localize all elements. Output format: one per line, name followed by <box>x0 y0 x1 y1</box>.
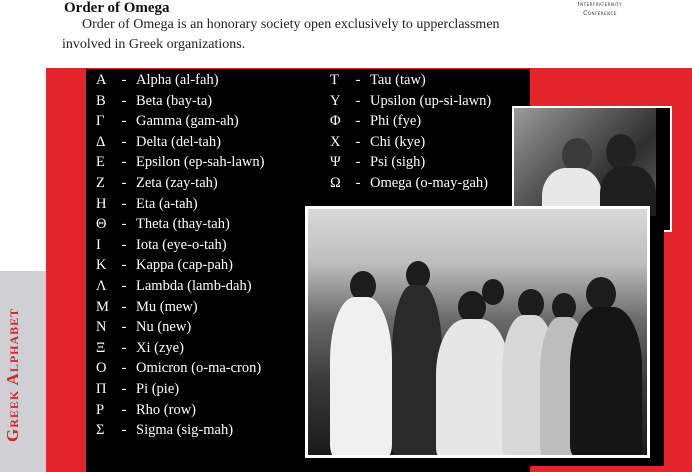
greek-letter-name: Alpha (al-fah) <box>136 72 219 88</box>
greek-letter-symbol: Θ <box>96 216 107 233</box>
greek-letter-name: Theta (thay-tah) <box>136 216 230 233</box>
greek-letter-row <box>96 216 264 237</box>
greek-letter-symbol: Π <box>96 380 107 397</box>
separator-dash: - <box>355 113 361 130</box>
greek-letter-row <box>96 422 264 443</box>
greek-letter-name: Iota (eye-o-tah) <box>136 236 227 253</box>
separator-dash: - <box>355 174 361 191</box>
greek-letter-name: Zeta (zay-tah) <box>136 174 218 191</box>
intro-text: Order of Omega is an honorary society open exclusively to upperclassmen involved in Greek organizations. <box>62 17 500 52</box>
greek-letter-symbol: Ε <box>96 154 105 171</box>
separator-dash: - <box>121 380 127 397</box>
greek-letter-name: Gamma (gam-ah) <box>136 113 239 130</box>
greek-letter-name: Psi (sigh) <box>370 154 426 171</box>
greek-letter-row <box>96 237 264 258</box>
greek-letter-name: Kappa (cap-pah) <box>136 257 234 274</box>
greek-letter-symbol: Ξ <box>96 339 106 356</box>
greek-letter-row <box>96 402 264 423</box>
separator-dash: - <box>121 236 127 253</box>
separator-dash: - <box>121 195 127 212</box>
greek-letter-name: Xi (zye) <box>136 339 184 356</box>
greek-letter-name: Beta (bay-ta) <box>136 92 213 109</box>
separator-dash: - <box>121 72 127 88</box>
greek-letter-symbol: Ι <box>96 236 101 253</box>
greek-letter-name: Nu (new) <box>136 319 192 336</box>
separator-dash: - <box>355 154 361 171</box>
separator-dash: - <box>121 360 127 377</box>
greek-letter-row <box>96 72 264 93</box>
section-heading: Order of Omega <box>64 0 170 16</box>
separator-dash: - <box>121 174 127 191</box>
greek-letter-name: Tau (taw) <box>370 72 426 88</box>
side-label-greek-alphabet: Greek Alphabet <box>3 307 22 442</box>
separator-dash: - <box>355 72 361 88</box>
greek-letter-name: Epsilon (ep-sah-lawn) <box>136 154 265 171</box>
greek-letter-symbol: Λ <box>96 277 107 294</box>
greek-letter-name: Pi (pie) <box>136 380 180 397</box>
greek-letter-row <box>96 175 264 196</box>
greek-letter-symbol: Η <box>96 195 107 212</box>
greek-letter-symbol: Ψ <box>330 154 341 171</box>
greek-letter-name: Mu (mew) <box>136 298 198 315</box>
separator-dash: - <box>355 92 361 109</box>
greek-letter-symbol: Τ <box>330 72 339 88</box>
greek-letter-symbol: Ω <box>330 174 341 191</box>
separator-dash: - <box>121 298 127 315</box>
greek-letter-symbol: Φ <box>330 113 341 130</box>
logo-line-2: Conference <box>583 10 617 17</box>
greek-letter-row <box>96 134 264 155</box>
greek-letter-row <box>96 196 264 217</box>
separator-dash: - <box>121 113 127 130</box>
greek-letter-name: Upsilon (up-si-lawn) <box>370 92 492 109</box>
greek-letter-row <box>96 381 264 402</box>
greek-letter-symbol: Σ <box>96 422 105 439</box>
greek-letter-row <box>330 154 491 175</box>
greek-letter-name: Eta (a-tah) <box>136 195 198 212</box>
greek-letter-row <box>330 134 491 155</box>
separator-dash: - <box>121 339 127 356</box>
greek-letter-row <box>330 113 491 134</box>
greek-letter-row <box>330 93 491 114</box>
alphabet-column-1 <box>96 72 264 443</box>
separator-dash: - <box>121 154 127 171</box>
greek-letter-row <box>96 340 264 361</box>
greek-letter-name: Omicron (o-ma-cron) <box>136 360 262 377</box>
greek-letter-row <box>96 257 264 278</box>
separator-dash: - <box>121 216 127 233</box>
greek-letter-row <box>96 93 264 114</box>
greek-letter-symbol: Μ <box>96 298 109 315</box>
greek-letter-symbol: Κ <box>96 257 107 274</box>
greek-letter-row <box>330 72 491 93</box>
separator-dash: - <box>121 319 127 336</box>
greek-letter-row <box>96 154 264 175</box>
separator-dash: - <box>121 401 127 418</box>
separator-dash: - <box>121 422 127 439</box>
greek-letter-name: Rho (row) <box>136 401 197 418</box>
greek-letter-symbol: Γ <box>96 113 105 130</box>
greek-letter-row <box>96 319 264 340</box>
greek-letter-row <box>96 299 264 320</box>
greek-letter-name: Sigma (sig-mah) <box>136 422 234 439</box>
greek-letter-name: Chi (kye) <box>370 133 426 150</box>
greek-letter-symbol: Ο <box>96 360 107 377</box>
photo-group-of-students <box>305 206 650 458</box>
greek-letter-symbol: Χ <box>330 133 341 150</box>
greek-letter-row <box>330 175 491 196</box>
greek-letter-symbol: Δ <box>96 133 106 150</box>
greek-letter-row <box>96 113 264 134</box>
greek-letter-symbol: Ρ <box>96 401 105 418</box>
greek-letter-symbol: Ζ <box>96 174 105 191</box>
intro-paragraph <box>62 15 542 55</box>
separator-dash: - <box>121 257 127 274</box>
greek-letter-row <box>96 278 264 299</box>
greek-letter-row <box>96 360 264 381</box>
separator-dash: - <box>121 133 127 150</box>
greek-letter-symbol: Β <box>96 92 106 109</box>
greek-letter-name: Lambda (lamb-dah) <box>136 277 252 294</box>
greek-letter-name: Delta (del-tah) <box>136 133 221 150</box>
greek-letter-symbol: Α <box>96 72 107 88</box>
greek-letter-name: Phi (fye) <box>370 113 422 130</box>
alphabet-column-2 <box>330 72 491 196</box>
ifc-logo <box>560 0 640 18</box>
logo-line-1: Interfraternity <box>577 1 623 8</box>
separator-dash: - <box>355 133 361 150</box>
separator-dash: - <box>121 92 127 109</box>
greek-letter-name: Omega (o-may-gah) <box>370 174 488 191</box>
greek-letter-symbol: Υ <box>330 92 341 109</box>
greek-letter-symbol: Ν <box>96 319 107 336</box>
separator-dash: - <box>121 277 127 294</box>
